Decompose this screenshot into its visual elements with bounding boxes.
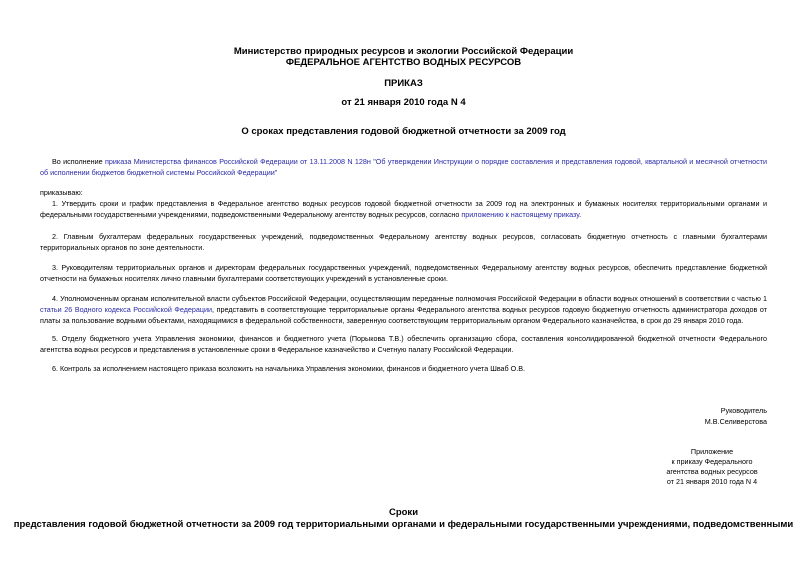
schedule-subtitle: представления годовой бюджетной отчетности за 2009 год территориальными органами и федеральными государственными учреждениями, подведомственными [13,519,794,530]
schedule-title: Сроки [388,507,419,518]
item-4 [40,293,767,326]
appendix-label: Приложение [690,447,734,456]
document-subject: О сроках представления годовой бюджетной отчетности за 2009 год [241,126,566,137]
ministry-title: Министерство природных ресурсов и экологии Российской Федерации [233,46,574,57]
item-3 [40,262,767,284]
signature-name: М.В.Селиверстова [704,417,767,426]
item-4-tail: , представить в соответствующие территориальные органы Федерального агентства водных ресурсов годовую бюджетную отчетность администратора доходов от платы за пользование водными объектами, находящимися в федеральной собственности, заверенную соответствующим территориальным органом Федерального казначейства, в срок до 29 января 2010 года. [40,305,767,325]
signature-title: Руководитель [720,406,767,415]
order-word: приказываю: [40,188,83,197]
intro-lead: Во исполнение [52,157,105,166]
item-6-text: 6. Контроль за исполнением настоящего приказа возложить на начальника Управления экономики, финансов и бюджетного учета Шваб О.В. [52,364,526,373]
document-date: от 21 января 2010 года N 4 [341,97,466,108]
intro-paragraph [40,156,767,178]
item-3-text: 3. Руководителям территориальных органов и директорам федеральных государственных учреждений, подведомственных Федеральному агентству водных ресурсов, обеспечить представление бюджетной отчетности на бумажных носителях лично главными бухгалтерами соответствующих учреждений в установленные сроки. [40,263,767,283]
appendix-link[interactable]: приложению к настоящему приказу [461,210,580,219]
item-6 [40,363,767,374]
document-type: ПРИКАЗ [384,78,423,89]
appendix-line-4: от 21 января 2010 года N 4 [666,477,758,486]
item-1-tail: . [579,210,582,219]
item-2 [40,231,767,253]
agency-title: ФЕДЕРАЛЬНОЕ АГЕНТСТВО ВОДНЫХ РЕСУРСОВ [285,57,522,68]
item-4-text: 4. Уполномоченным органам исполнительной власти субъектов Российской Федерации, осуществляющим переданные полномочия Российской Федерации в области водных отношений в соответствии с частью 1 [52,294,767,303]
item-5-text: 5. Отделу бюджетного учета Управления экономики, финансов и бюджетного учета (Порыкова Т.В.) обеспечить организацию сбора, составления консолидированной бюджетной отчетности Федерального агентства водных ресурсов и представления в установленные сроки в Федеральное казначейство и Счетную палату Российской Федерации. [40,334,767,354]
item-5 [40,333,767,355]
item-2-text: 2. Главным бухгалтерам федеральных государственных учреждений, подведомственных Федеральному агентству водных ресурсов, согласовать бюджетную отчетность с главными бухгалтерами территориальных органов по зоне деятельности. [40,232,767,252]
mf-order-link[interactable]: приказа Министерства финансов Российской Федерации от 13.11.2008 N 128н "Об утверждении Инструкции о порядке составления и представления годовой, квартальной и месячной отчетности об исполнении бюджетов бюджетной системы Российской Федерации" [40,157,767,177]
appendix-line-2: к приказу Федерального [671,457,753,466]
appendix-line-3: агентства водных ресурсов [666,467,758,476]
item-1 [40,198,767,220]
item-1-text: 1. Утвердить сроки и график представления в Федеральное агентство водных ресурсов годовой бюджетной отчетности за 2009 год на электронных и бумажных носителях территориальными органами и федеральными государственными учреждениями, подведомственными Федеральному агентству водных ресурсов, согласно [40,199,767,219]
water-code-link[interactable]: статьи 26 Водного кодекса Российской Федерации [40,305,213,314]
